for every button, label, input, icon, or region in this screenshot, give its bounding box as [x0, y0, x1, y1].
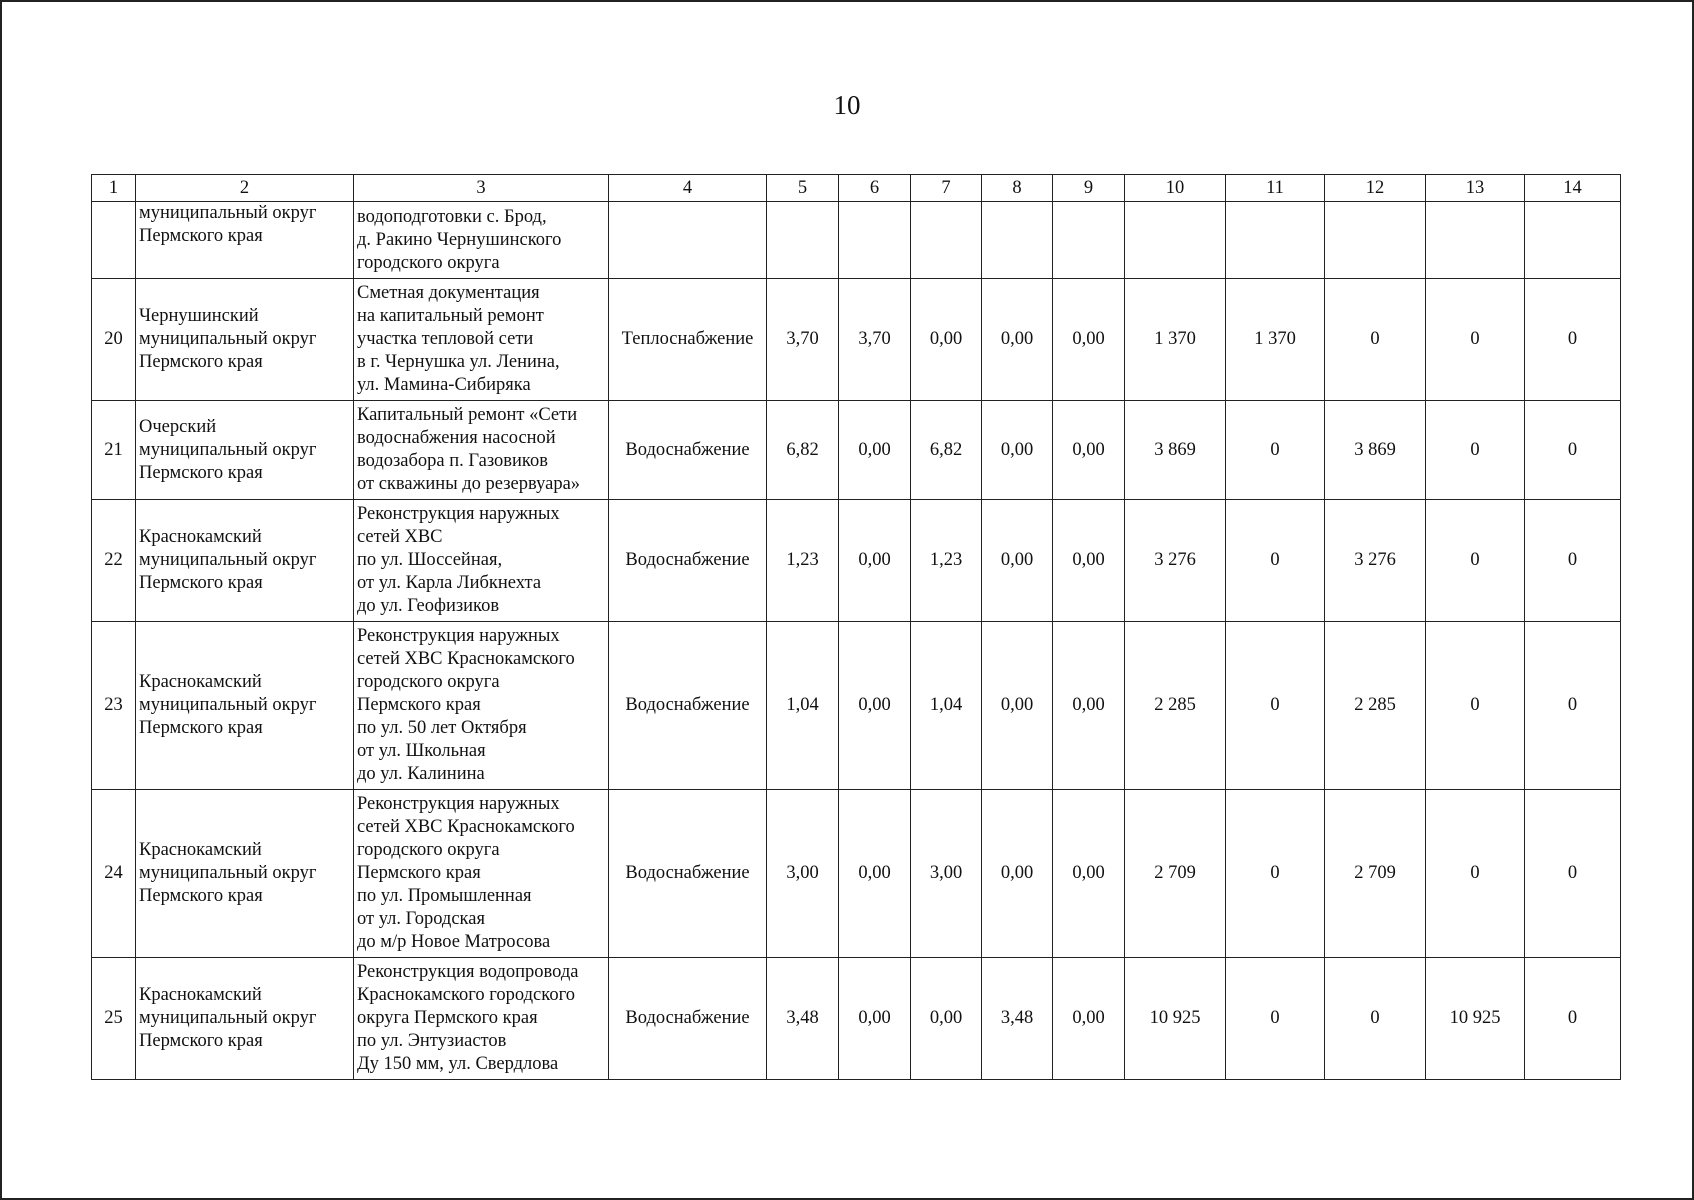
type-cell: Водоснабжение	[609, 622, 767, 790]
value-cell: 0	[1426, 790, 1525, 958]
value-cell: 1 370	[1125, 279, 1226, 401]
type-cell: Водоснабжение	[609, 958, 767, 1080]
table-row	[92, 790, 1621, 958]
table-row	[92, 202, 1621, 279]
value-cell: 0,00	[982, 622, 1053, 790]
value-cell	[839, 202, 911, 279]
value-cell: 10 925	[1426, 958, 1525, 1080]
municipality-cell: Очерский муниципальный округ Пермского края	[136, 401, 354, 500]
value-cell: 0,00	[1053, 279, 1125, 401]
municipality-cell: муниципальный округ Пермского края	[136, 202, 354, 279]
value-cell: 2 285	[1125, 622, 1226, 790]
municipality-cell: Краснокамский муниципальный округ Пермского края	[136, 958, 354, 1080]
value-cell: 1 370	[1226, 279, 1325, 401]
type-cell	[609, 202, 767, 279]
header-cell: 8	[982, 175, 1053, 202]
table-row	[92, 279, 1621, 401]
page-edge-top	[0, 0, 1694, 2]
data-table	[91, 174, 1621, 1080]
value-cell: 3 869	[1125, 401, 1226, 500]
value-cell: 3 869	[1325, 401, 1426, 500]
table-row	[92, 401, 1621, 500]
value-cell: 0,00	[839, 500, 911, 622]
municipality-cell: Чернушинский муниципальный округ Пермского края	[136, 279, 354, 401]
value-cell: 2 709	[1125, 790, 1226, 958]
value-cell	[767, 202, 839, 279]
row-number: 24	[92, 790, 136, 958]
header-cell: 9	[1053, 175, 1125, 202]
header-cell: 10	[1125, 175, 1226, 202]
table-row	[92, 958, 1621, 1080]
value-cell	[982, 202, 1053, 279]
header-cell: 1	[92, 175, 136, 202]
value-cell: 1,04	[767, 622, 839, 790]
value-cell: 0	[1525, 622, 1621, 790]
value-cell	[1325, 202, 1426, 279]
value-cell: 3,70	[839, 279, 911, 401]
value-cell: 0	[1226, 790, 1325, 958]
value-cell: 0	[1226, 500, 1325, 622]
object-cell: Реконструкция наружных сетей ХВС Краснокамского городского округа Пермского края по ул. Промышленная от ул. Городская до м/р Новое Матросова	[354, 790, 609, 958]
value-cell: 0,00	[1053, 958, 1125, 1080]
table-row	[92, 500, 1621, 622]
header-cell: 7	[911, 175, 982, 202]
header-cell: 4	[609, 175, 767, 202]
municipality-cell: Краснокамский муниципальный округ Пермского края	[136, 500, 354, 622]
value-cell: 3,70	[767, 279, 839, 401]
value-cell	[1525, 202, 1621, 279]
value-cell: 2 709	[1325, 790, 1426, 958]
value-cell	[1426, 202, 1525, 279]
value-cell: 1,23	[767, 500, 839, 622]
row-number: 22	[92, 500, 136, 622]
value-cell: 0,00	[839, 401, 911, 500]
value-cell: 0	[1426, 401, 1525, 500]
value-cell: 0	[1325, 958, 1426, 1080]
row-number	[92, 202, 136, 279]
value-cell: 0,00	[982, 500, 1053, 622]
type-cell: Теплоснабжение	[609, 279, 767, 401]
value-cell: 3 276	[1125, 500, 1226, 622]
header-cell: 12	[1325, 175, 1426, 202]
page-edge-left	[0, 0, 2, 1200]
header-cell: 11	[1226, 175, 1325, 202]
value-cell: 6,82	[767, 401, 839, 500]
header-cell: 5	[767, 175, 839, 202]
value-cell: 0	[1525, 500, 1621, 622]
value-cell: 0,00	[1053, 401, 1125, 500]
value-cell: 0	[1525, 958, 1621, 1080]
value-cell	[1226, 202, 1325, 279]
value-cell	[1053, 202, 1125, 279]
value-cell: 3,48	[767, 958, 839, 1080]
table-row	[92, 622, 1621, 790]
header-cell: 2	[136, 175, 354, 202]
municipality-cell: Краснокамский муниципальный округ Пермского края	[136, 622, 354, 790]
object-cell: Реконструкция водопровода Краснокамского городского округа Пермского края по ул. Энтузиастов Ду 150 мм, ул. Свердлова	[354, 958, 609, 1080]
type-cell: Водоснабжение	[609, 500, 767, 622]
value-cell: 0,00	[839, 790, 911, 958]
value-cell: 0	[1525, 279, 1621, 401]
value-cell: 6,82	[911, 401, 982, 500]
header-cell: 14	[1525, 175, 1621, 202]
value-cell: 0,00	[982, 790, 1053, 958]
header-cell: 13	[1426, 175, 1525, 202]
object-cell: Реконструкция наружных сетей ХВС Краснокамского городского округа Пермского края по ул. 50 лет Октября от ул. Школьная до ул. Калинина	[354, 622, 609, 790]
object-cell: водоподготовки с. Брод, д. Ракино Чернушинского городского округа	[354, 202, 609, 279]
object-cell: Сметная документация на капитальный ремонт участка тепловой сети в г. Чернушка ул. Ленина, ул. Мамина-Сибиряка	[354, 279, 609, 401]
row-number: 23	[92, 622, 136, 790]
object-cell: Капитальный ремонт «Сети водоснабжения насосной водозабора п. Газовиков от скважины до резервуара»	[354, 401, 609, 500]
value-cell	[911, 202, 982, 279]
header-row	[92, 175, 1621, 202]
value-cell: 0	[1226, 622, 1325, 790]
value-cell: 3 276	[1325, 500, 1426, 622]
value-cell: 0	[1525, 790, 1621, 958]
value-cell: 0,00	[839, 622, 911, 790]
value-cell: 0,00	[982, 401, 1053, 500]
row-number: 20	[92, 279, 136, 401]
object-cell: Реконструкция наружных сетей ХВС по ул. Шоссейная, от ул. Карла Либкнехта до ул. Геофизиков	[354, 500, 609, 622]
value-cell: 0,00	[1053, 500, 1125, 622]
value-cell: 0	[1325, 279, 1426, 401]
row-number: 21	[92, 401, 136, 500]
value-cell: 0,00	[1053, 790, 1125, 958]
row-number: 25	[92, 958, 136, 1080]
value-cell: 10 925	[1125, 958, 1226, 1080]
value-cell: 0,00	[911, 958, 982, 1080]
header-cell: 3	[354, 175, 609, 202]
value-cell: 2 285	[1325, 622, 1426, 790]
value-cell: 0	[1426, 622, 1525, 790]
value-cell: 3,00	[767, 790, 839, 958]
header-cell: 6	[839, 175, 911, 202]
value-cell: 0	[1226, 401, 1325, 500]
value-cell: 0,00	[1053, 622, 1125, 790]
value-cell: 0,00	[982, 279, 1053, 401]
page-number: 10	[833, 90, 861, 120]
type-cell: Водоснабжение	[609, 790, 767, 958]
value-cell	[1125, 202, 1226, 279]
value-cell: 0,00	[911, 279, 982, 401]
value-cell: 0,00	[839, 958, 911, 1080]
value-cell: 3,00	[911, 790, 982, 958]
value-cell: 0	[1426, 500, 1525, 622]
value-cell: 1,04	[911, 622, 982, 790]
value-cell: 1,23	[911, 500, 982, 622]
value-cell: 0	[1226, 958, 1325, 1080]
value-cell: 3,48	[982, 958, 1053, 1080]
municipality-cell: Краснокамский муниципальный округ Пермского края	[136, 790, 354, 958]
value-cell: 0	[1525, 401, 1621, 500]
value-cell: 0	[1426, 279, 1525, 401]
type-cell: Водоснабжение	[609, 401, 767, 500]
